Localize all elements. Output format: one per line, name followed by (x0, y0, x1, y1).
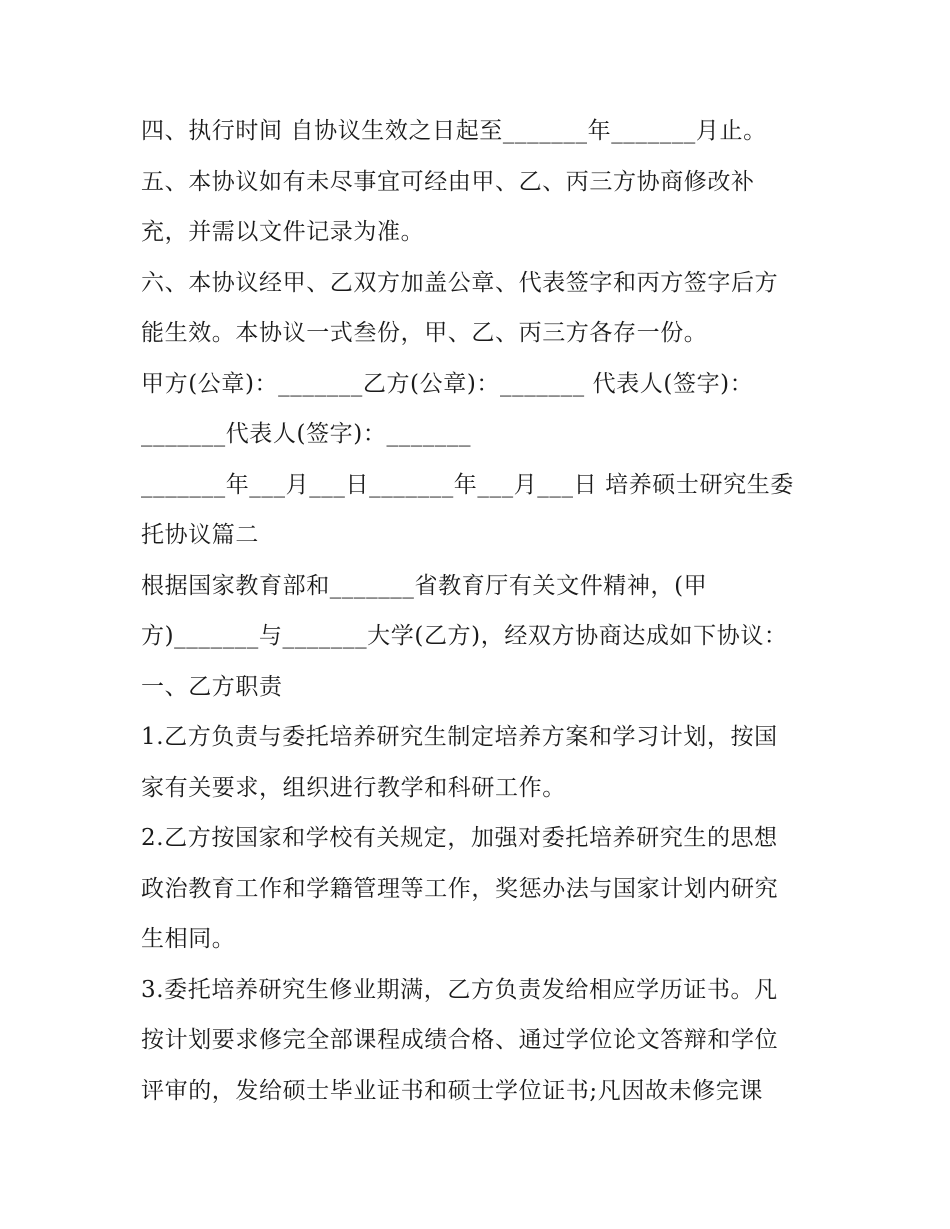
signature-line-2: _______代表人(签字)：_______ (141, 421, 472, 447)
clause-five-line-1: 五、本协议如有未尽事宜可经由甲、乙、丙三方协商修改补 (141, 168, 755, 195)
duty-two-line-1: 2.乙方按国家和学校有关规定，加强对委托培养研究生的思想 (141, 825, 778, 851)
clause-four-line: 四、执行时间 自协议生效之日起至_______年_______月止。 (141, 118, 767, 144)
party-b-duties-heading: 一、乙方职责 (141, 673, 283, 700)
duty-three-line-3: 评审的，发给硕士毕业证书和硕士学位证书;凡因故未修完课 (141, 1077, 763, 1104)
duty-one-line-1: 1.乙方负责与委托培养研究生制定培养方案和学习计划，按国 (141, 724, 778, 750)
clause-five-line-2: 充，并需以文件记录为准。 (141, 219, 425, 245)
duty-one-line-2: 家有关要求，组织进行教学和科研工作。 (141, 774, 566, 801)
duty-three-line-1: 3.委托培养研究生修业期满，乙方负责发给相应学历证书。凡 (141, 976, 778, 1003)
document-body (141, 106, 831, 1116)
duty-two-line-2: 政治教育工作和学籍管理等工作，奖惩办法与国家计划内研究 (141, 875, 779, 902)
duty-three-line-2: 按计划要求修完全部课程成绩合格、通过学位论文答辩和学位 (141, 1027, 779, 1053)
duty-two-line-3: 生相同。 (141, 926, 236, 952)
clause-six-line-1: 六、本协议经甲、乙双方加盖公章、代表签字和丙方签字后方 (141, 269, 779, 296)
signature-line-1: 甲方(公章)：_______乙方(公章)：_______ 代表人(签字)： (141, 370, 754, 397)
date-line: _______年___月___日_______年___月___日 培养硕士研究生委 (141, 471, 794, 498)
section-two-title: 托协议篇二 (141, 522, 259, 548)
clause-six-line-2: 能生效。本协议一式叁份，甲、乙、丙三方各存一份。 (141, 320, 708, 346)
preamble-line-1: 根据国家教育部和_______省教育厅有关文件精神，(甲 (141, 572, 708, 599)
preamble-line-2: 方)_______与_______大学(乙方)，经双方协商达成如下协议： (141, 623, 788, 649)
